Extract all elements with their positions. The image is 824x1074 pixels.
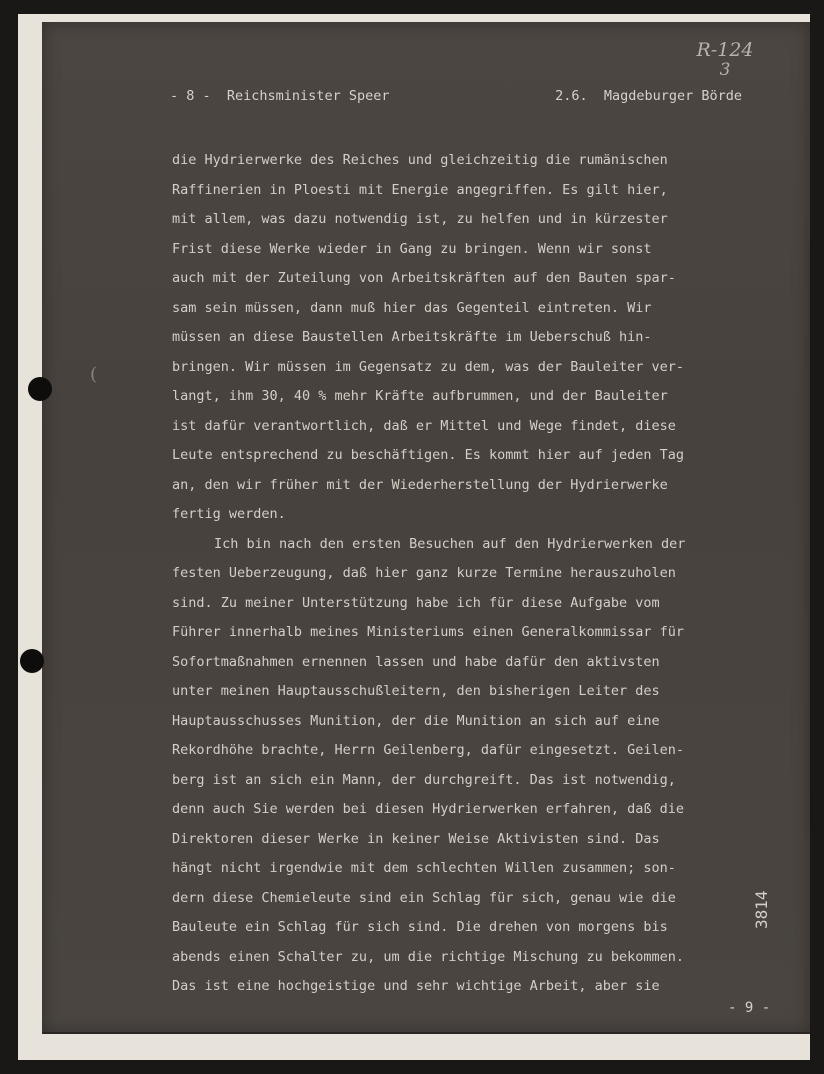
text-line: bringen. Wir müssen im Gegensatz zu dem, was der Bauleiter ver- [172,358,685,375]
header-recipient: Reichsminister Speer [226,88,390,104]
text-line: die Hydrierwerke des Reiches und gleichzeitig die rumänischen [172,152,668,168]
page-header [170,88,750,108]
text-line: an, den wir früher mit der Wiederherstellung der Hydrierwerke [172,476,668,493]
text-line: Hauptausschusses Munition, der die Munition an sich auf eine [172,712,660,729]
next-page-reference: - 9 - [728,1000,771,1016]
text-line: Frist diese Werke wieder in Gang zu bringen. Wenn wir sonst [172,240,652,257]
handwritten-annotation [690,40,760,80]
header-left [170,88,389,104]
text-line-last: Das ist eine hochgeistige und sehr wichtige Arbeit, aber sie [172,978,660,994]
margin-mark: ( [90,364,98,385]
text-line: fertig werden. [172,506,286,522]
text-line: sind. Zu meiner Unterstützung habe ich für diese Aufgabe vom [172,594,660,611]
archive-stamp-number: 3814 [752,890,771,930]
annotation-line-2: 3 [719,60,731,80]
text-line: Rekordhöhe brachte, Herrn Geilenberg, dafür eingesetzt. Geilen- [172,742,685,758]
text-line: Direktoren dieser Werke in keiner Weise Aktivisten sind. Das [172,830,660,847]
text-line: hängt nicht irgendwie mit dem schlechten Willen zusammen; son- [172,860,676,876]
text-line: Bauleute ein Schlag für sich sind. Die drehen von morgens bis [172,919,668,935]
photo-edge [42,1032,810,1034]
text-line: Sofortmaßnahmen ernennen lassen und habe dafür den aktivsten [172,653,660,670]
text-line: Führer innerhalb meines Ministeriums einen Generalkommissar für [172,624,685,640]
text-line: langt, ihm 30, 40 % mehr Kräfte aufbrummen, und der Bauleiter [172,388,668,404]
text-line: müssen an diese Baustellen Arbeitskräfte im Ueberschuß hin- [172,329,652,345]
paragraph-start-line: Ich bin nach den ersten Besuchen auf den Hydrierwerken der [214,535,686,552]
punch-hole-top [28,377,52,401]
header-page-number: - 8 - [170,88,211,104]
header-date-location: 2.6. Magdeburger Börde [555,88,742,104]
text-line: mit allem, was dazu notwendig ist, zu helfen und in kürzester [172,211,668,227]
annotation-line-1: R-124 [696,39,754,61]
text-line: Leute entsprechend zu beschäftigen. Es kommt hier auf jeden Tag [172,447,685,463]
text-line: berg ist an sich ein Mann, der durchgreift. Das ist notwendig, [172,771,676,788]
text-line: dern diese Chemieleute sind ein Schlag für sich, genau wie die [172,889,676,906]
text-line: unter meinen Hauptausschußleitern, den bisherigen Leiter des [172,683,660,699]
text-line: auch mit der Zuteilung von Arbeitskräften auf den Bauten spar- [172,270,676,286]
text-line: abends einen Schalter zu, um die richtige Mischung zu bekommen. [172,948,685,965]
document-body [172,146,752,1002]
text-line: Raffinerien in Ploesti mit Energie angegriffen. Es gilt hier, [172,181,668,198]
punch-hole-bottom [20,649,44,673]
text-line: sam sein müssen, dann muß hier das Gegenteil eintreten. Wir [172,299,652,316]
text-line: denn auch Sie werden bei diesen Hydrierwerken erfahren, daß die [172,801,685,817]
text-line: ist dafür verantwortlich, daß er Mittel und Wege findet, diese [172,417,676,434]
text-line: festen Ueberzeugung, daß hier ganz kurze Termine herauszuholen [172,565,676,581]
